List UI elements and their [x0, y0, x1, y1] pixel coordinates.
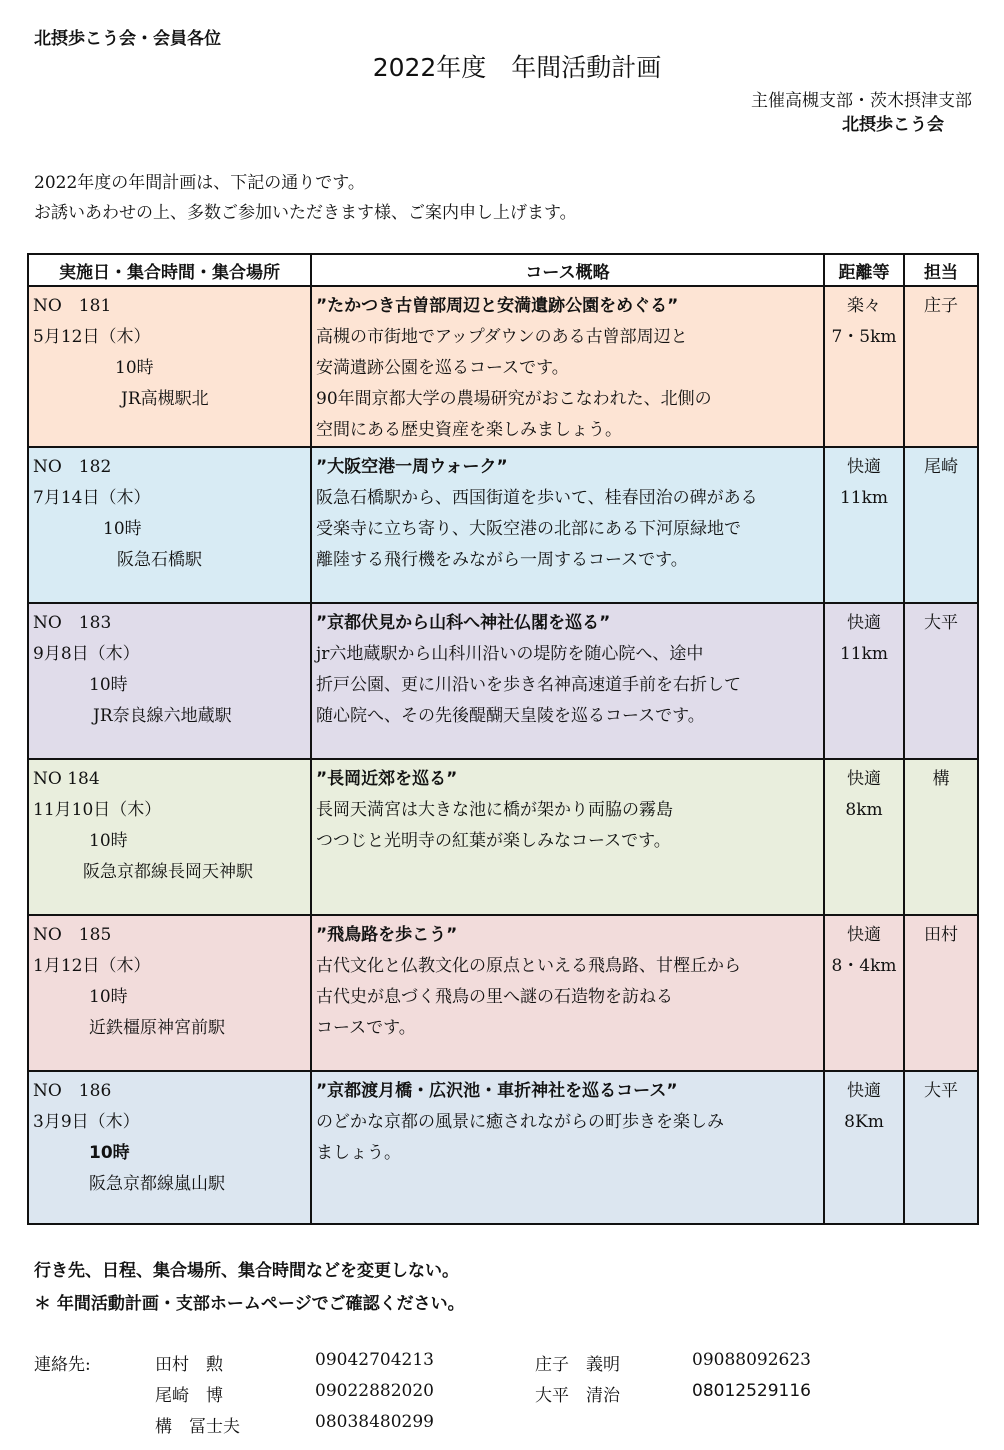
- event-date: 9月8日（木）: [33, 644, 140, 664]
- cell-distance: [824, 286, 904, 447]
- cell-distance: [824, 1071, 904, 1224]
- course-description-line: コースです。: [316, 1018, 416, 1038]
- course-title: ”たかつき古曽部周辺と安満遺跡公園をめぐる”: [316, 296, 679, 316]
- intro-line-1: 2022年度の年間計画は、下記の通りです。: [34, 173, 365, 193]
- table-header-row: [28, 254, 978, 286]
- cell-date-time-place: [28, 447, 311, 603]
- header-distance: 距離等: [824, 254, 904, 286]
- meeting-place: 阪急京都線長岡天神駅: [83, 862, 253, 882]
- event-number: NO 182: [33, 457, 112, 477]
- meeting-time: 10時: [89, 675, 128, 695]
- event-number: NO 186: [33, 1081, 112, 1101]
- meeting-time: 10時: [89, 1143, 130, 1163]
- staff-name: 大平: [924, 613, 958, 633]
- contact-phone: 09022882020: [315, 1381, 434, 1401]
- course-title: ”京都渡月橋・広沢池・車折神社を巡るコース”: [316, 1081, 678, 1101]
- distance-value: 8Km: [844, 1112, 884, 1132]
- staff-name: 尾崎: [924, 457, 958, 477]
- course-title: ”大阪空港一周ウォーク”: [316, 457, 508, 477]
- course-description-line: 高槻の市街地でアップダウンのある古曾部周辺と: [316, 327, 688, 347]
- organization-name: 北摂歩こう会: [842, 115, 944, 135]
- cell-date-time-place: [28, 603, 311, 759]
- cell-date-time-place: [28, 759, 311, 915]
- staff-name: 大平: [924, 1081, 958, 1101]
- cell-distance: [824, 447, 904, 603]
- cell-date-time-place: [28, 915, 311, 1071]
- event-number: NO 181: [33, 296, 112, 316]
- cell-staff: [904, 447, 978, 603]
- cell-distance: [824, 603, 904, 759]
- contact-name: 田村 勲: [155, 1355, 223, 1375]
- course-title: ”飛鳥路を歩こう”: [316, 925, 458, 945]
- table-row: [28, 603, 978, 759]
- cell-course-outline: [311, 286, 824, 447]
- cell-staff: [904, 915, 978, 1071]
- contact-name: 庄子 義明: [535, 1355, 620, 1375]
- cell-staff: [904, 603, 978, 759]
- course-description-line: つつじと光明寺の紅葉が楽しみなコースです。: [316, 831, 671, 851]
- contact-phone: 08012529116: [692, 1381, 811, 1401]
- note-line-1: 行き先、日程、集合場所、集合時間などを変更しない。: [34, 1261, 459, 1281]
- course-description-line: 折戸公園、更に川沿いを歩き名神高速道手前を右折して: [316, 675, 741, 695]
- course-description-line: 離陸する飛行機をみながら一周するコースです。: [316, 550, 688, 570]
- table-row: [28, 915, 978, 1071]
- distance-value: 11km: [839, 644, 889, 664]
- event-number: NO 183: [33, 613, 112, 633]
- intro-line-2: お誘いあわせの上、多数ご参加いただきます様、ご案内申し上げます。: [34, 203, 577, 223]
- contact-label: 連絡先:: [34, 1355, 91, 1375]
- meeting-time: 10時: [89, 987, 128, 1007]
- cell-staff: [904, 1071, 978, 1224]
- meeting-place: 阪急京都線嵐山駅: [89, 1174, 225, 1194]
- event-number: NO 184: [33, 769, 100, 789]
- cell-staff: [904, 759, 978, 915]
- meeting-time: 10時: [115, 358, 154, 378]
- course-description-line: 古代文化と仏教文化の原点といえる飛鳥路、甘樫丘から: [316, 956, 741, 976]
- course-description-line: 空間にある歴史資産を楽しみましょう。: [316, 420, 622, 440]
- meeting-place: 阪急石橋駅: [117, 550, 202, 570]
- meeting-place: JR奈良線六地蔵駅: [93, 706, 232, 726]
- difficulty-level: 快適: [847, 457, 881, 477]
- cell-staff: [904, 286, 978, 447]
- header-date-time-place: 実施日・集合時間・集合場所: [28, 254, 311, 286]
- cell-distance: [824, 759, 904, 915]
- event-date: 1月12日（木）: [33, 956, 151, 976]
- course-description-line: のどかな京都の風景に癒されながらの町歩きを楽しみ: [316, 1112, 724, 1132]
- event-date: 7月14日（木）: [33, 488, 151, 508]
- event-number: NO 185: [33, 925, 112, 945]
- course-description-line: 長岡天満宮は大きな池に橋が架かり両脇の霧島: [316, 800, 673, 820]
- note-line-2: ＊ 年間活動計画・支部ホームページでご確認ください。: [34, 1294, 465, 1314]
- organizer: 主催高槻支部・茨木摂津支部: [751, 91, 972, 111]
- header-staff: 担当: [904, 254, 978, 286]
- course-description-line: 古代史が息づく飛鳥の里へ謎の石造物を訪ねる: [316, 987, 673, 1007]
- contact-phone: 09042704213: [315, 1350, 434, 1370]
- course-description-line: 受楽寺に立ち寄り、大阪空港の北部にある下河原緑地で: [316, 519, 741, 539]
- staff-name: 庄子: [924, 296, 958, 316]
- course-description-line: ましょう。: [316, 1143, 401, 1163]
- meeting-place: 近鉄橿原神宮前駅: [89, 1018, 225, 1038]
- contact-phone: 09088092623: [692, 1350, 811, 1370]
- course-description-line: jr六地蔵駅から山科川沿いの堤防を随心院へ、途中: [316, 644, 704, 664]
- table-row: [28, 1071, 978, 1224]
- distance-value: 7・5km: [831, 327, 897, 347]
- event-date: 5月12日（木）: [33, 327, 151, 347]
- course-title: ”京都伏見から山科へ神社仏閣を巡る”: [316, 613, 611, 633]
- cell-course-outline: [311, 759, 824, 915]
- course-description-line: 阪急石橋駅から、西国街道を歩いて、桂春団治の碑がある: [316, 488, 758, 508]
- difficulty-level: 快適: [847, 769, 881, 789]
- difficulty-level: 快適: [847, 613, 881, 633]
- distance-value: 11km: [839, 488, 889, 508]
- cell-date-time-place: [28, 1071, 311, 1224]
- cell-course-outline: [311, 915, 824, 1071]
- meeting-place: JR高槻駅北: [121, 389, 209, 409]
- table-row: [28, 759, 978, 915]
- header-course-outline: コース概略: [311, 254, 824, 286]
- cell-distance: [824, 915, 904, 1071]
- cell-course-outline: [311, 447, 824, 603]
- difficulty-level: 楽々: [847, 296, 881, 316]
- difficulty-level: 快適: [847, 925, 881, 945]
- course-description-line: 随心院へ、その先後醍醐天皇陵を巡るコースです。: [316, 706, 705, 726]
- cell-course-outline: [311, 603, 824, 759]
- plan-table: [27, 253, 979, 1225]
- staff-name: 田村: [924, 925, 958, 945]
- course-title: ”長岡近郊を巡る”: [316, 769, 458, 789]
- staff-name: 構: [932, 769, 950, 789]
- contact-phone: 08038480299: [315, 1412, 434, 1432]
- table-row: [28, 286, 978, 447]
- cell-course-outline: [311, 1071, 824, 1224]
- meeting-time: 10時: [103, 519, 142, 539]
- event-date: 3月9日（木）: [33, 1112, 140, 1132]
- contact-name: 大平 清治: [535, 1386, 620, 1406]
- meeting-time: 10時: [89, 831, 128, 851]
- distance-value: 8km: [845, 800, 883, 820]
- table-row: [28, 447, 978, 603]
- page-title: 2022年度 年間活動計画: [372, 53, 662, 82]
- contact-name: 尾崎 博: [155, 1386, 223, 1406]
- addressee: 北摂歩こう会・会員各位: [34, 29, 221, 49]
- course-description-line: 安満遺跡公園を巡るコースです。: [316, 358, 569, 378]
- course-description-line: 90年間京都大学の農場研究がおこなわれた、北側の: [316, 389, 712, 409]
- distance-value: 8・4km: [831, 956, 897, 976]
- event-date: 11月10日（木）: [33, 800, 162, 820]
- cell-date-time-place: [28, 286, 311, 447]
- contact-name: 構 冨士夫: [155, 1417, 240, 1437]
- difficulty-level: 快適: [847, 1081, 881, 1101]
